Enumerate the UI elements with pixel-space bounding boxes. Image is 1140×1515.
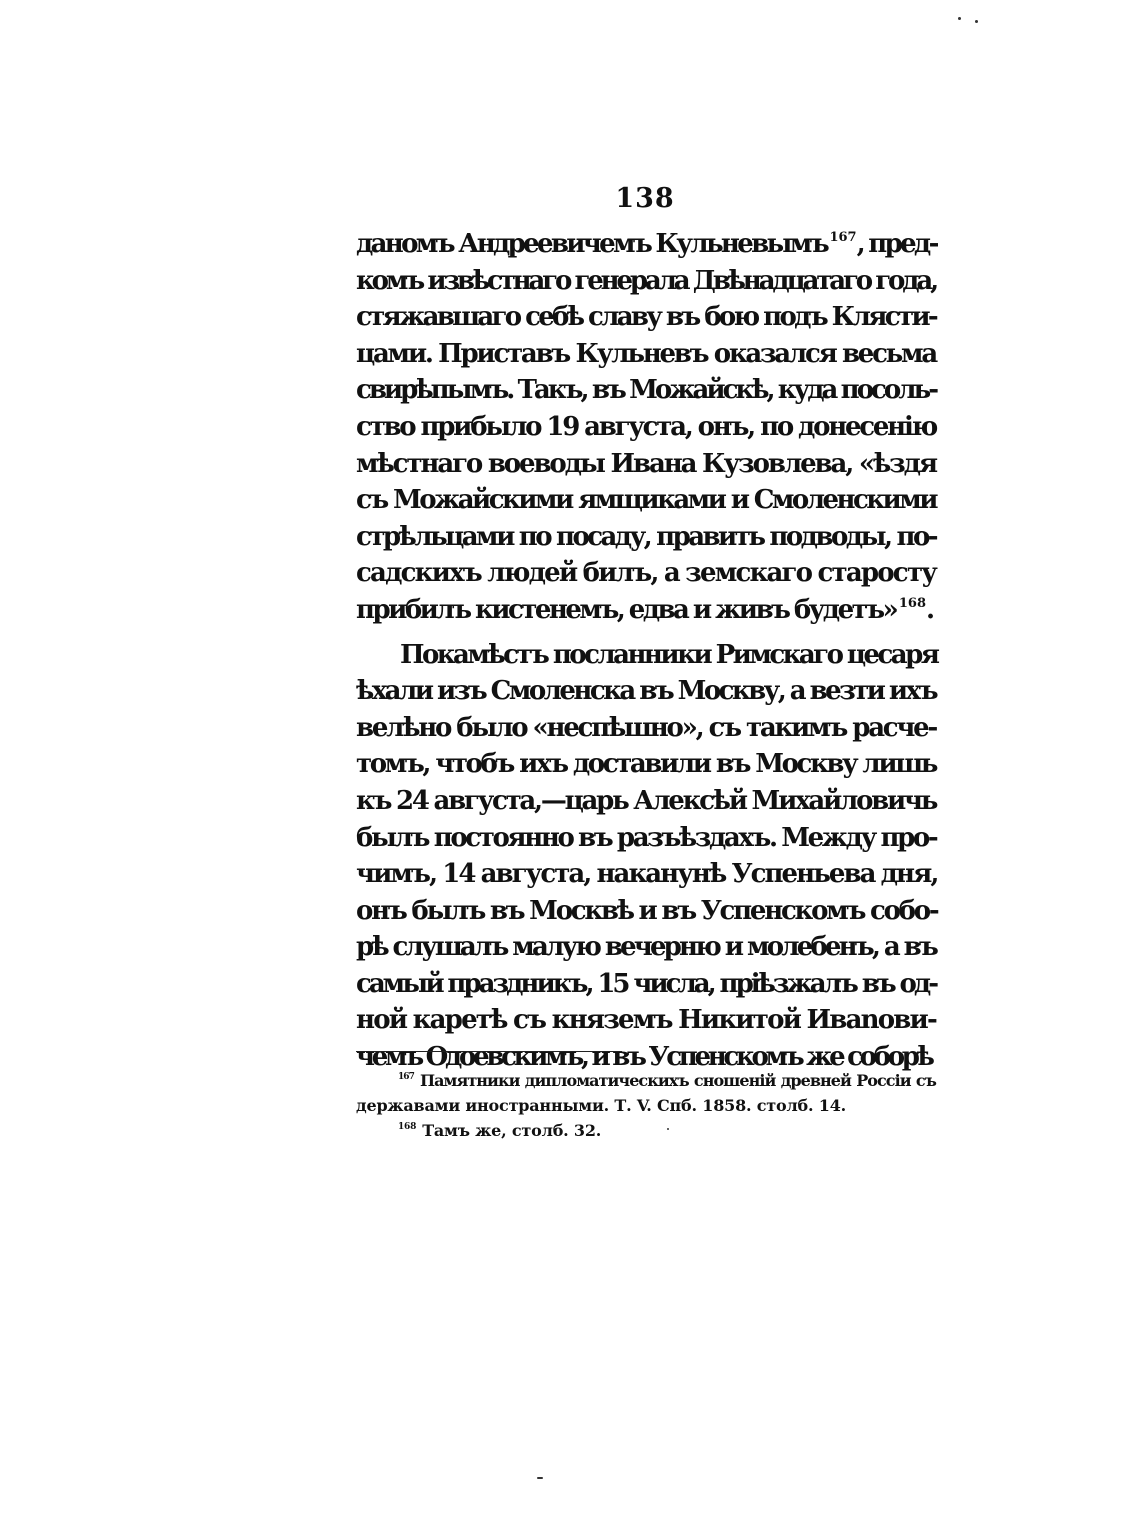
footnote-line: $^{168}$ Тамъ же, столб. 32. — [398, 1121, 602, 1140]
text-line: стяжавшаго себѣ славу въ бою подъ Клясти- — [356, 302, 936, 333]
text-line: къ 24 августа,—царь Алексѣй Михайловичь — [356, 785, 937, 816]
text-line: былъ постоянно въ разъѣздахъ. Между про- — [356, 822, 937, 853]
footnote-line: $^{167}$ Памятники дипломатическихъ сношеній древней Россіи съ — [398, 1071, 936, 1090]
text-line: Покамѣстъ посланники Римскаго цесаря — [400, 639, 938, 670]
text-line: даномъ Андреевичемъ Кульневымъ $^{167}$, пред- — [356, 229, 937, 259]
footnote-168 — [356, 1118, 936, 1143]
footnote-mark: 168 — [398, 1122, 417, 1132]
text-line: мѣстнаго воеводы Ивана Кузовлева, «ѣздя — [356, 448, 936, 479]
text-line: ство прибыло 19 августа, онъ, по донесенію — [356, 411, 936, 442]
scan-speck — [975, 20, 978, 23]
footnotes — [356, 1068, 936, 1143]
text-line: стрѣльцами по посаду, править подводы, по- — [356, 521, 936, 552]
text-line: садскихъ людей билъ, а земскаго старосту — [356, 558, 936, 589]
paragraph — [356, 637, 936, 1076]
text-line: прибилъ кистенемъ, едва и живъ будетъ» $^{168}$. — [356, 594, 933, 625]
text-line: свирѣпымъ. Такъ, въ Можайскѣ, куда посоль- — [356, 375, 936, 406]
text-line: томъ, чтобъ ихъ доставили въ Москву лишь — [356, 749, 936, 780]
text-line: цами. Приставъ Кульневъ оказался весьма — [356, 338, 936, 369]
text-line: чимъ, 14 августа, наканунѣ Успеньева дня, — [356, 859, 938, 890]
footnote-reference: 167 — [829, 230, 857, 245]
footnote-reference: 168 — [898, 595, 927, 611]
paragraph — [356, 226, 936, 629]
scan-speck — [958, 17, 961, 20]
text-line: чемъ Одоевскимъ, и въ Успенскомъ же соборѣ — [356, 1042, 932, 1073]
text-line: велѣно было «неспѣшно», съ такимъ расче- — [356, 712, 936, 743]
footnote-line: державами иностранными. Т. V. Спб. 1858. столб. 14. — [356, 1096, 846, 1115]
footnote-167 — [356, 1068, 936, 1118]
scan-speck — [667, 1128, 669, 1130]
scan-speck — [537, 1477, 543, 1479]
footnote-divider — [356, 1051, 622, 1052]
text-line: самый праздникъ, 15 числа, пріѣзжалъ въ од- — [356, 968, 936, 999]
text-line: ѣхали изъ Смоленска въ Москву, а везти ихъ — [356, 676, 936, 707]
text-line: рѣ слушалъ малую вечерню и молебенъ, а въ — [356, 932, 936, 963]
text-line: ной каретѣ съ княземъ Никитой Ивanoви- — [356, 1005, 936, 1036]
text-line: комъ извѣстнаго генерала Двѣнадцатаго года, — [356, 265, 936, 296]
text-line: съ Можайскими ямщиками и Смоленскими — [356, 485, 936, 516]
text-line: онъ былъ въ Москвѣ и въ Успенскомъ собо- — [356, 895, 938, 926]
page-number: 138 — [615, 183, 675, 214]
footnote-mark: 167 — [398, 1072, 414, 1082]
body-text — [356, 226, 936, 1076]
